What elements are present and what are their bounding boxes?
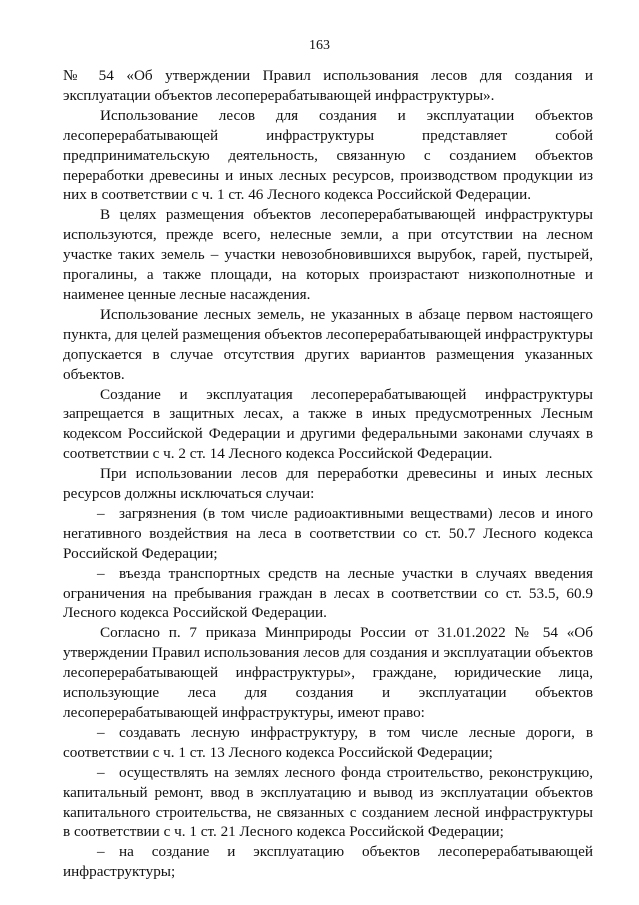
- dash-bullet: –: [97, 763, 105, 781]
- paragraph: Согласно п. 7 приказа Минприроды России от 31.01.2022 № 54 «Об утверждении Правил использования лесов для создания и эксплуатации объектов лесоперерабатывающей инфраструктуры», граждане, юридические лица, использующие леса для создания и эксплуатации объектов лесоперерабатывающей инфраструктуры, имеют право:: [63, 624, 593, 721]
- paragraph-continuation: № 54 «Об утверждении Правил использования лесов для создания и эксплуатации объектов лесоперерабатывающей инфраструктуры».: [63, 67, 593, 104]
- list-item-text: осуществлять на землях лесного фонда строительство, реконструкцию, капитальный ремонт, ввод в эксплуатацию и вывод из эксплуатации объектов капитального строительства, не связанных с созданием лесной инфраструктуры в соответствии с ч. 1 ст. 21 Лесного кодекса Российской Федерации;: [63, 763, 593, 841]
- list-item: [63, 504, 593, 564]
- dash-bullet: –: [97, 564, 105, 582]
- list-item-text: создавать лесную инфраструктуру, в том числе лесные дороги, в соответствии с ч. 1 ст. 13 Лесного кодекса Российской Федерации;: [63, 723, 593, 761]
- list-item: [63, 564, 593, 624]
- list-item-text: въезда транспортных средств на лесные участки в случаях введения ограничения на пребывания граждан в лесах в соответствии со ст. 53.5, 60.9 Лесного кодекса Российской Федерации.: [63, 564, 593, 622]
- paragraph: Использование лесных земель, не указанных в абзаце первом настоящего пункта, для целей размещения объектов лесоперерабатывающей инфраструктуры допускается в случае отсутствия других вариантов размещения указанных объектов.: [63, 305, 593, 383]
- paragraph: В целях размещения объектов лесоперерабатывающей инфраструктуры используются, прежде всего, нелесные земли, а при отсутствии на лесном участке таких земель – участки невозобновившихся вырубок, гарей, пустырей, прогалины, а также площади, на которых произрастают низкополнотные и наименее ценные лесные насаждения.: [63, 206, 593, 303]
- page-number: 163: [309, 38, 330, 53]
- list-item: [63, 842, 593, 882]
- list-item: [63, 723, 593, 763]
- paragraph: Использование лесов для создания и эксплуатации объектов лесоперерабатывающей инфраструктуры представляет собой предпринимательскую деятельность, связанную с созданием объектов переработки древесины и иных лесных ресурсов, производством продукции из них в соответствии с ч. 1 ст. 46 Лесного кодекса Российской Федерации.: [63, 106, 593, 204]
- dash-bullet: –: [97, 723, 105, 741]
- paragraph: Создание и эксплуатация лесоперерабатывающей инфраструктуры запрещается в защитных лесах, а также в иных предусмотренных Лесным кодексом Российской Федерации и другими федеральными законами случаях в соответствии с ч. 2 ст. 14 Лесного кодекса Российской Федерации.: [63, 385, 593, 463]
- list-item-text: на создание и эксплуатацию объектов лесоперерабатывающей инфраструктуры;: [63, 843, 593, 881]
- paragraph: При использовании лесов для переработки древесины и иных лесных ресурсов должны исключаться случаи:: [63, 465, 593, 503]
- document-body: [63, 66, 593, 882]
- dash-bullet: –: [97, 843, 105, 861]
- list-item-text: загрязнения (в том числе радиоактивными веществами) лесов и иного негативного воздействия на леса в соответствии со ст. 50.7 Лесного кодекса Российской Федерации;: [63, 504, 593, 562]
- list-item: [63, 763, 593, 843]
- dash-bullet: –: [97, 504, 105, 522]
